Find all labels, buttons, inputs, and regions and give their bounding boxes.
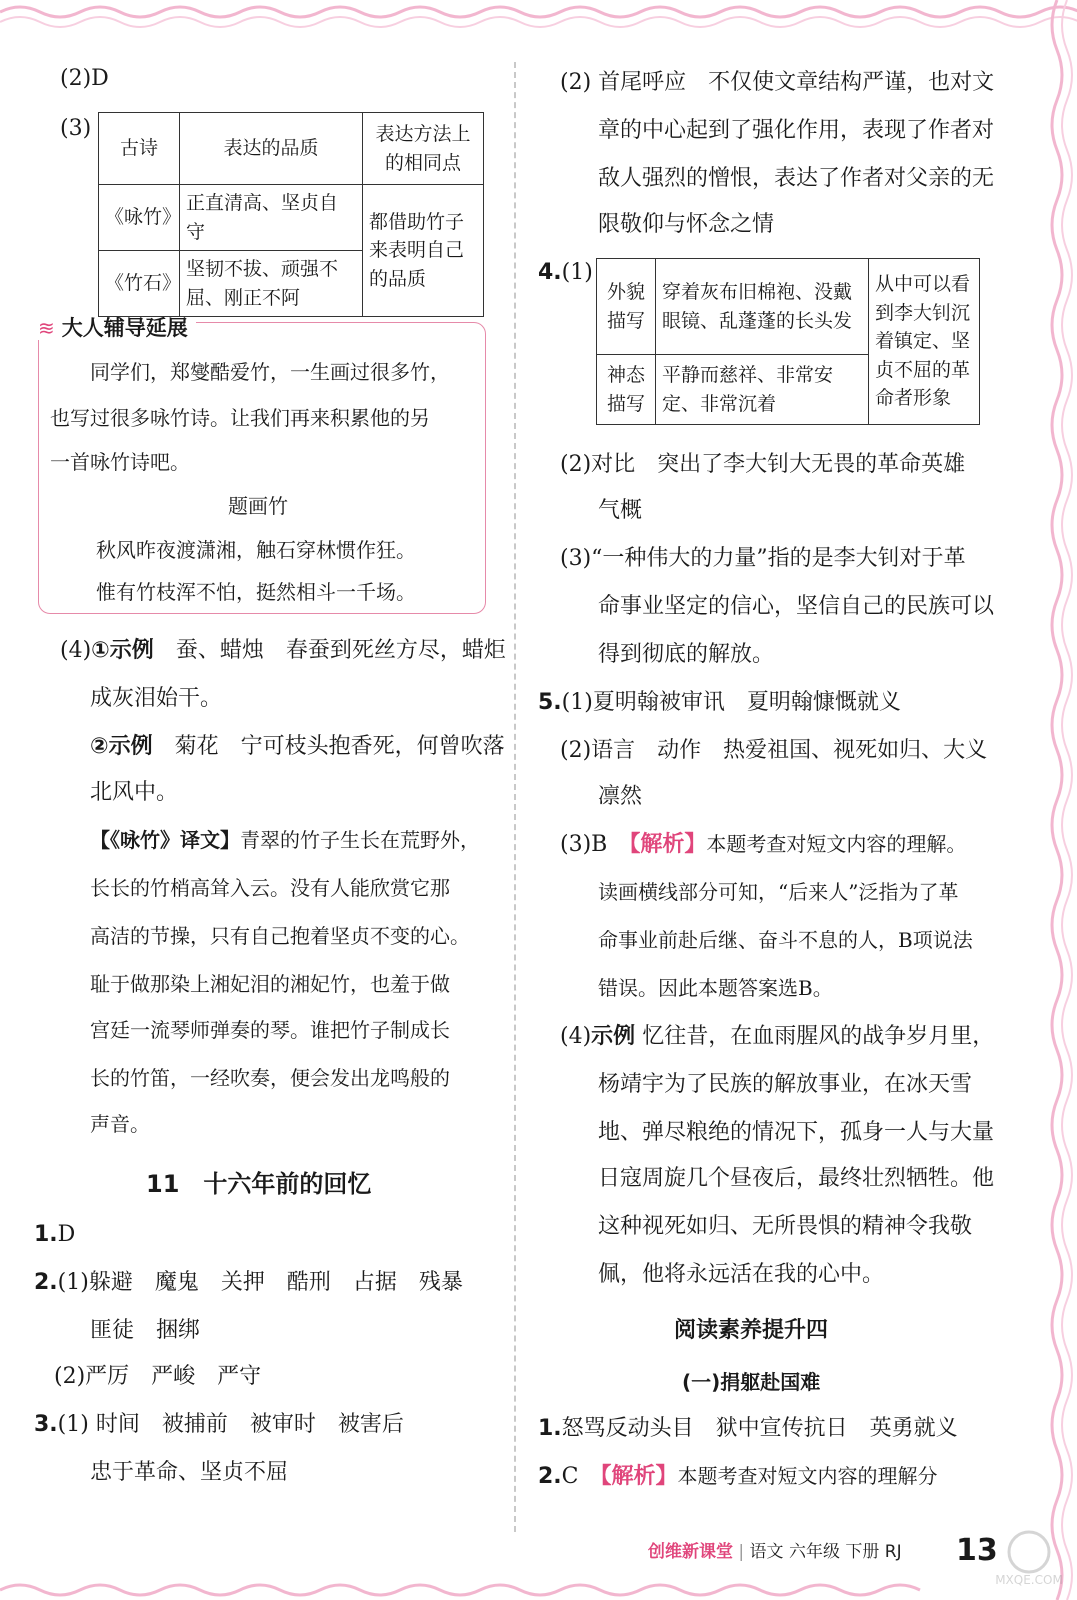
tutoring-extension-header: ≋ 大人辅导延展 (38, 318, 196, 340)
right-q5-3-line-3: 命事业前赴后继、奋斗不息的人，B项说法 (598, 928, 973, 952)
right-q2-line-1: (2) 首尾呼应 不仅使文章结构严谨，也对文 (560, 70, 995, 95)
table-cell-poem-2: 《竹石》 (99, 251, 180, 317)
box-line-3: 一首咏竹诗吧。 (50, 450, 190, 474)
box-line-1: 同学们，郑燮酷爱竹，一生画过很多竹， (50, 360, 450, 384)
reading-answer-1: 1.怒骂反动头目 狱中宣传抗日 英勇就义 (538, 1416, 958, 1441)
right-q4-2-line-1: (2)对比 突出了李大钊大无畏的革命英雄 (560, 452, 966, 477)
right-q4-3-line-2: 命事业坚定的信心，坚信自己的民族可以 (598, 594, 995, 619)
character-summary: 从中可以看 到李大钊沉 着镇定、坚 贞不屈的革 命者形象 (869, 259, 980, 425)
right-q5-4-line-3: 地、弹尽粮绝的情况下，孤身一人与大量 (598, 1120, 995, 1145)
lesson-answer-1: 1.D (34, 1222, 76, 1247)
box-line-2: 也写过很多咏竹诗。让我们再来积累他的另 (50, 406, 430, 430)
page-footer: 创维新课堂 | 语文 六年级 下册 RJ (648, 1542, 902, 1562)
right-q5-4-line-5: 这种视死如归、无所畏惧的精神令我敬 (598, 1214, 973, 1239)
right-q2-line-4: 限敬仰与怀念之情 (598, 212, 775, 237)
right-q4-3-line-1: (3)“一种伟大的力量”指的是李大钊对于革 (560, 546, 966, 571)
answer-q4-line-1: (4)①示例 蚕、蜡烛 春蚕到死丝方尽，蜡炬 (60, 638, 506, 663)
table-cell-common-method: 都借助竹子 来表明自己 的品质 (363, 185, 484, 317)
table-header-quality: 表达的品质 (180, 113, 363, 185)
right-q4-2-line-2: 气概 (598, 498, 643, 523)
table-header-method: 表达方法上 的相同点 (363, 113, 484, 185)
right-q5-2-line-2: 凛然 (598, 784, 643, 809)
right-q2-line-2: 章的中心起到了强化作用，表现了作者对 (598, 118, 995, 143)
top-wave-border (0, 0, 1077, 40)
right-q5-3-line-4: 错误。因此本题答案选B。 (598, 976, 833, 1000)
translation-line-6: 长的竹笛，一经吹奏，便会发出龙鸣般的 (90, 1066, 450, 1090)
right-q5-2-line-1: (2)语言 动作 热爱祖国、视死如归、大义 (560, 738, 988, 763)
lesson-answer-2-line-1: 2.(1)躲避 魔鬼 关押 酷刑 占据 残暴 (34, 1270, 463, 1295)
translation-line-5: 宫廷一流琴师弹奏的琴。谁把竹子制成长 (90, 1018, 450, 1042)
box-poem-line-1: 秋风昨夜渡潇湘，触石穿林惯作狂。 (96, 538, 416, 562)
section-title: 阅读素养提升四 (674, 1318, 829, 1343)
description-table (596, 258, 980, 425)
right-q5-3-line-1: (3)B 【解析】本题考查对短文内容的理解。 (560, 832, 967, 857)
right-q2-line-3: 敌人强烈的憎恨，表达了作者对父亲的无 (598, 166, 995, 191)
watermark-logo-icon (985, 1528, 1073, 1588)
right-q4-3-line-3: 得到彻底的解放。 (598, 642, 775, 667)
answer-q4-line-4: 北风中。 (90, 780, 179, 805)
column-divider (514, 62, 516, 1532)
table-cell-quality-1: 正直清高、坚贞自守 (180, 185, 363, 251)
box-poem-line-2: 惟有竹枝浑不怕，挺然相斗一千场。 (96, 580, 416, 604)
answer-q2: (2)D (60, 66, 109, 91)
answer-q4-line-2: 成灰泪始干。 (90, 686, 223, 711)
right-q5-line-1: 5.(1)夏明翰被审讯 夏明翰慷慨就义 (538, 690, 901, 715)
expression-body: 平静而慈祥、非常安 定、非常沉着 (656, 355, 869, 425)
answer-q3-label: (3) (60, 116, 92, 141)
wave-lines-icon: ≋ (38, 316, 55, 340)
right-q5-3-line-2: 读画横线部分可知，“后来人”泛指为了革 (598, 880, 959, 904)
box-poem-title: 题画竹 (228, 494, 288, 518)
lesson-answer-3-line-2: 忠于革命、坚贞不屈 (90, 1460, 289, 1485)
translation-line-2: 长长的竹梢高耸入云。没有人能欣赏它那 (90, 876, 450, 900)
translation-line-7: 声音。 (90, 1112, 150, 1136)
appearance-head: 外貌 描写 (597, 259, 656, 355)
right-q5-4-line-4: 日寇周旋几个昼夜后，最终壮烈牺牲。他 (598, 1166, 995, 1191)
appearance-body: 穿着灰布旧棉袍、没戴 眼镜、乱蓬蓬的长头发 (656, 259, 869, 355)
right-q5-4-line-6: 佩，他将永远活在我的心中。 (598, 1262, 885, 1287)
expression-head: 神态 描写 (597, 355, 656, 425)
poem-comparison-table (98, 112, 484, 317)
right-wave-border (1017, 0, 1077, 1600)
table-cell-quality-2: 坚韧不拔、顽强不 屈、刚正不阿 (180, 251, 363, 317)
watermark-text: MXQE.COM (995, 1573, 1063, 1587)
table-header-poem: 古诗 (99, 113, 180, 185)
bottom-wave-border (0, 1540, 1077, 1600)
reading-answer-2: 2.C 【解析】本题考查对短文内容的理解分 (538, 1464, 938, 1489)
page-number: 13 (956, 1533, 998, 1568)
lesson-title: 11 十六年前的回忆 (146, 1170, 372, 1198)
translation-line-1: 【《咏竹》译文】青翠的竹子生长在荒野外， (90, 828, 480, 852)
answer-q4-line-3: ②示例 菊花 宁可枝头抱香死，何曾吹落 (90, 734, 505, 759)
right-q4-label: 4.(1) (538, 260, 593, 285)
translation-line-4: 耻于做那染上湘妃泪的湘妃竹，也羞于做 (90, 972, 450, 996)
section-subtitle: (一)捐躯赴国难 (682, 1370, 821, 1394)
lesson-answer-2-line-2: 匪徒 捆绑 (90, 1318, 201, 1343)
translation-line-3: 高洁的节操，只有自己抱着坚贞不变的心。 (90, 924, 470, 948)
right-q5-4-line-1: (4)示例 忆往昔，在血雨腥风的战争岁月里， (560, 1024, 995, 1049)
table-cell-poem-1: 《咏竹》 (99, 185, 180, 251)
lesson-answer-2-line-3: (2)严厉 严峻 严守 (54, 1364, 262, 1389)
right-q5-4-line-2: 杨靖宇为了民族的解放事业，在冰天雪 (598, 1072, 973, 1097)
lesson-answer-3-line-1: 3.(1) 时间 被捕前 被审时 被害后 (34, 1412, 404, 1437)
